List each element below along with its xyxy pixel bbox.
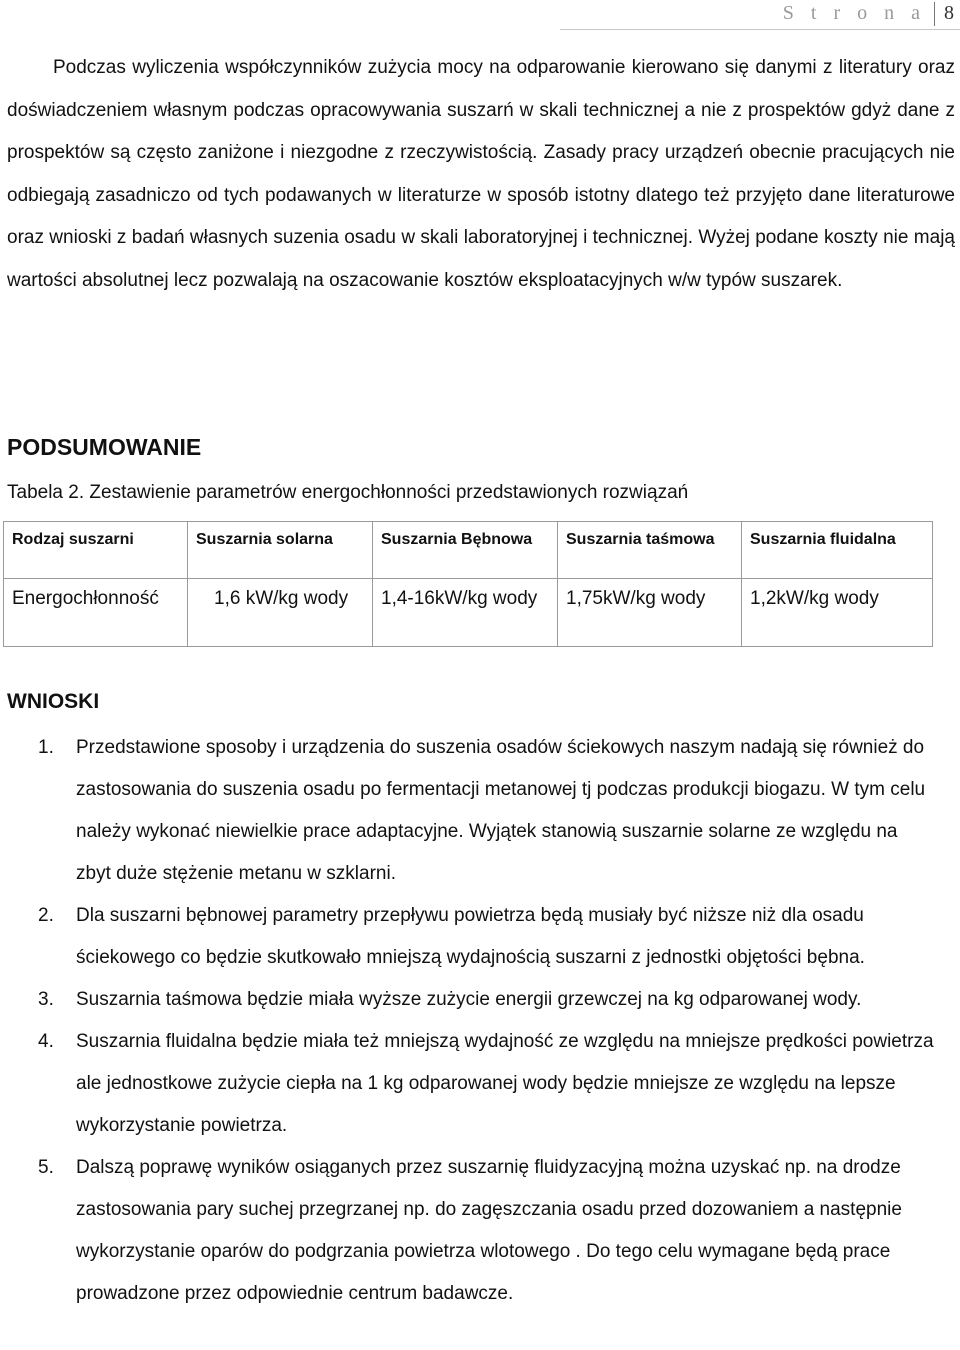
table-header-cell: Suszarnia solarna — [188, 522, 373, 579]
table-cell: 1,4-16kW/kg wody — [373, 579, 558, 647]
list-item-text: Dla suszarni bębnowej parametry przepływu powietrza będą musiały być niższe niż dla osadu ściekowego co będzie skutkowało mniejszą wydajnością suszarni z jednostki objętości bębna. — [76, 905, 865, 968]
list-item — [0, 979, 935, 1021]
table-header-cell: Rodzaj suszarni — [4, 522, 188, 579]
list-item — [0, 727, 935, 895]
list-item-number: 3. — [38, 989, 54, 1010]
table-row — [4, 579, 933, 647]
list-item — [0, 895, 935, 979]
list-item-text: Suszarnia fluidalna będzie miała też mniejszą wydajność ze względu na mniejsze prędkości powietrza ale jednostkowe zużycie ciepła na 1 kg odparowanej wody będzie mniejsze ze względu na lepsze wykorzystanie powietrza. — [76, 1031, 934, 1136]
table-cell: 1,6 kW/kg wody — [188, 579, 373, 647]
list-item-number: 4. — [38, 1031, 54, 1052]
list-item-number: 1. — [38, 737, 54, 758]
table-cell: 1,75kW/kg wody — [558, 579, 742, 647]
list-item-text: Suszarnia taśmowa będzie miała wyższe zużycie energii grzewczej na kg odparowanej wody. — [76, 989, 862, 1010]
energy-parameters-table — [3, 521, 933, 647]
table-cell: Energochłonność — [4, 579, 188, 647]
conclusions-heading: WNIOSKI — [7, 690, 100, 713]
list-item — [0, 1021, 935, 1147]
list-item-text: Przedstawione sposoby i urządzenia do suszenia osadów ściekowych naszym nadają się również do zastosowania do suszenia osadu po fermentacji metanowej tj podczas produkcji biogazu. W tym celu należy wykonać niewielkie prace adaptacyjne. Wyjątek stanowią suszarnie solarne ze względu na zbyt duże stężenie metanu w szklarni. — [76, 737, 926, 884]
conclusions-list — [0, 727, 935, 1315]
table-cell: 1,2kW/kg wody — [742, 579, 933, 647]
list-item-text: Dalszą poprawę wyników osiąganych przez suszarnię fluidyzacyjną można uzyskać np. na drodze zastosowania pary suchej przegrzanej np. do zagęszczania osadu przed dozowaniem a następnie wykorzystanie oparów do podgrzania powietrza wlotowego . Do tego celu wymagane będą prace prowadzone przez odpowiednie centrum badawcze. — [76, 1157, 902, 1304]
list-item-number: 2. — [38, 905, 54, 926]
intro-paragraph: Podczas wyliczenia współczynników zużycia mocy na odparowanie kierowano się danymi z literatury oraz doświadczeniem własnym podczas opracowywania suszarń w skali technicznej a nie z prospektów gdyż dane z prospektów są często zaniżone i niezgodne z rzeczywistością. Zasady pracy urządzeń obecnie pracujących nie odbiegają zasadniczo od tych podawanych w literaturze w sposób istotny dlatego też przyjęto dane literaturowe oraz wnioski z badań własnych suzenia osadu w skali laboratoryjnej i technicznej. Wyżej podane koszty nie mają wartości absolutnej lecz pozwalają na oszacowanie kosztów eksploatacyjnych w/w typów suszarek. — [7, 57, 955, 291]
header-rule — [560, 29, 960, 30]
page-header — [0, 0, 960, 30]
page-label: S t r o n a — [782, 2, 926, 24]
table-header-cell: Suszarnia Bębnowa — [373, 522, 558, 579]
table-header-row — [4, 522, 933, 579]
table-header-cell: Suszarnia fluidalna — [742, 522, 933, 579]
page-number-separator — [934, 2, 935, 26]
summary-heading: PODSUMOWANIE — [7, 434, 202, 460]
page-number: 8 — [944, 2, 954, 24]
table-header-cell: Suszarnia taśmowa — [558, 522, 742, 579]
list-item-number: 5. — [38, 1157, 54, 1178]
list-item — [0, 1147, 935, 1315]
table-caption: Tabela 2. Zestawienie parametrów energochłonności przedstawionych rozwiązań — [7, 482, 689, 503]
